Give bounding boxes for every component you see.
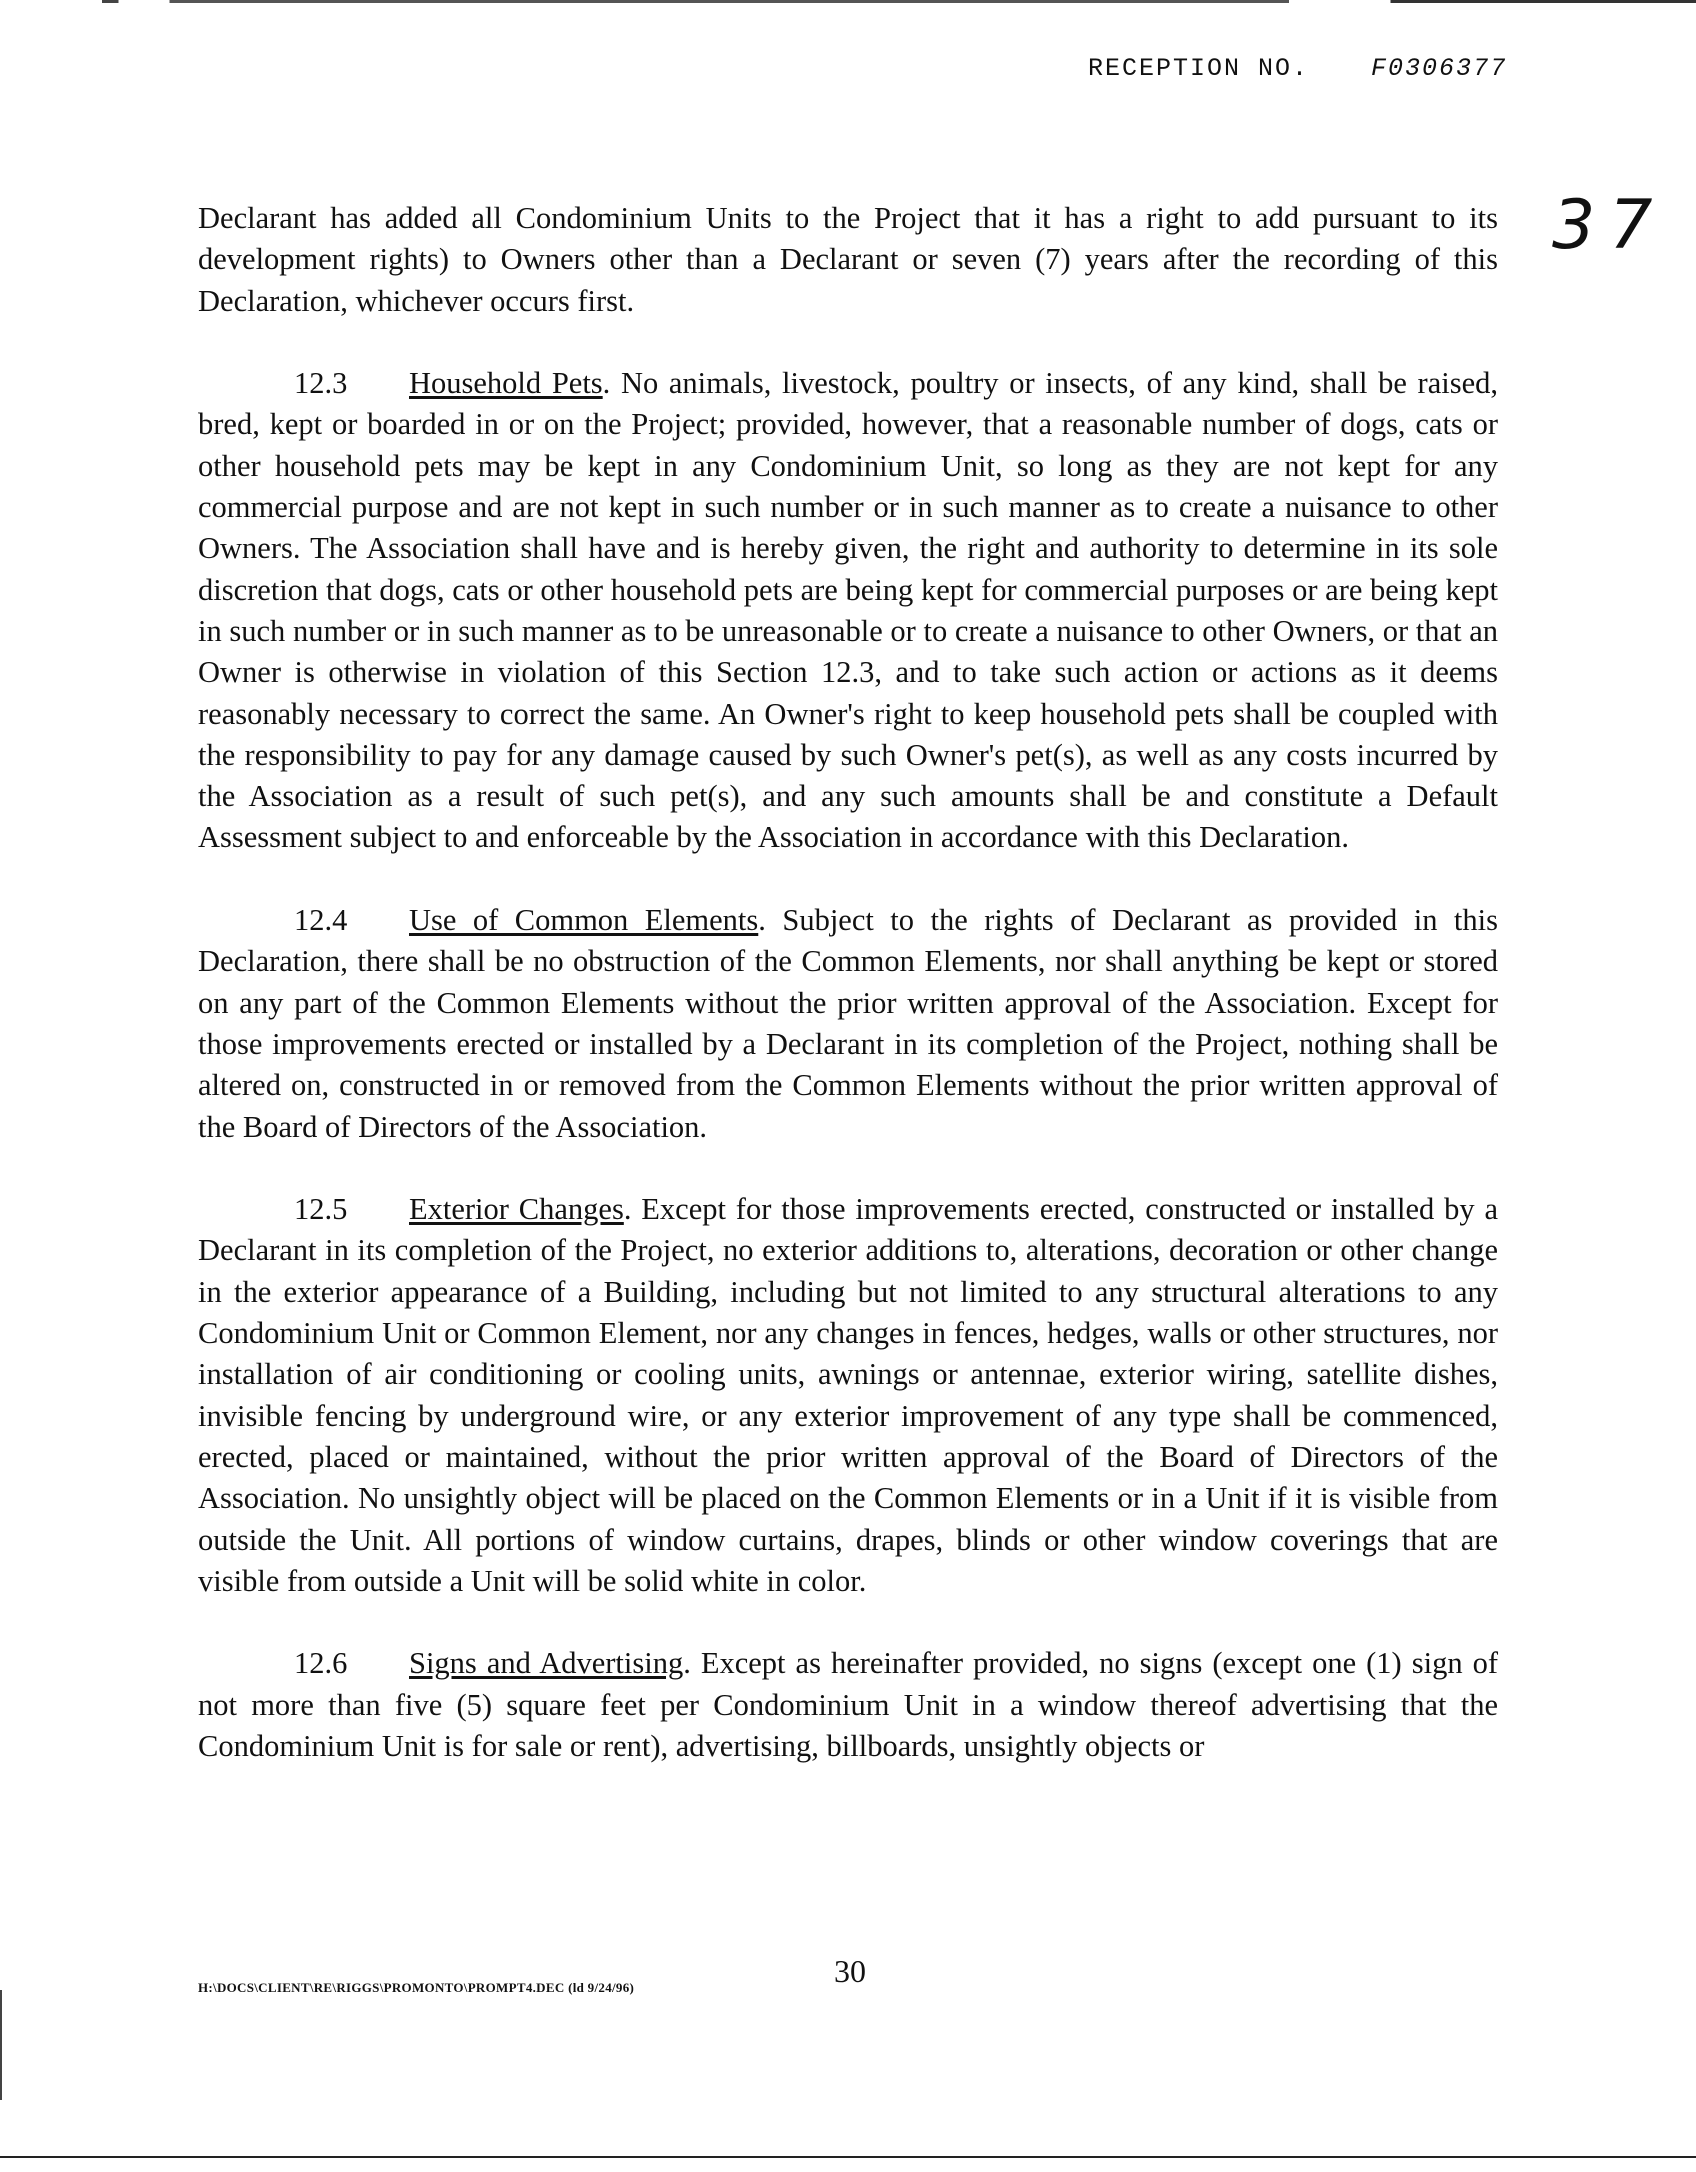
scan-edge-bottom bbox=[0, 2156, 1696, 2158]
document-body bbox=[198, 198, 1498, 1767]
section-text: . Subject to the rights of Declarant as provided in this Declaration, there shall be no obstruction of the Common Elements, nor shall anything be kept or stored on any part of the Common Elements without the prior written approval of the Association. Except for those improvements erected or installed by a Declarant in its completion of the Project, nothing shall be altered on, constructed in or removed from the Common Elements without the prior written approval of the Board of Directors of the Association. bbox=[198, 903, 1498, 1144]
section-12-5 bbox=[198, 1189, 1498, 1602]
section-title: Exterior Changes bbox=[409, 1192, 624, 1227]
reception-number: F0306377 bbox=[1371, 54, 1508, 83]
section-text: . Except as hereinafter provided, no signs (except one (1) sign of not more than five (5) square feet per Condominium Unit in a window thereof advertising that the Condominium Unit is for sale or rent), advertising, billboards, unsightly objects or bbox=[198, 1646, 1498, 1763]
scan-edge-left bbox=[0, 1990, 2, 2100]
section-title: Signs and Advertising bbox=[409, 1646, 684, 1681]
section-title: Use of Common Elements bbox=[409, 903, 759, 938]
reception-stamp bbox=[1088, 54, 1507, 83]
section-12-4 bbox=[198, 900, 1498, 1148]
page-number: 30 bbox=[834, 1953, 866, 1989]
scan-edge-top bbox=[0, 0, 1696, 3]
section-text: . No animals, livestock, poultry or insects, of any kind, shall be raised, bred, kept or boarded in or on the Project; provided, however, that a reasonable number of dogs, cats or other household pets may be kept in any Condominium Unit, so long as they are not kept for any commercial purpose and are not kept in such number or in such manner as to create a nuisance to other Owners. The Association shall have and is hereby given, the right and authority to determine in its sole discretion that dogs, cats or other household pets are being kept for commercial purposes or are being kept in such number or in such manner as to be unreasonable or to create a nuisance to other Owners, or that an Owner is otherwise in violation of this Section 12.3, and to take such action or actions as it deems reasonably necessary to correct the same. An Owner's right to keep household pets shall be coupled with the responsibility to pay for any damage caused by such Owner's pet(s), as well as any costs incurred by the Association as a result of such pet(s), and any such amounts shall be and constitute a Default Assessment subject to and enforceable by the Association in accordance with this Declaration. bbox=[198, 366, 1499, 855]
section-title: Household Pets bbox=[409, 366, 603, 401]
section-number: 12.3 bbox=[294, 366, 348, 401]
section-number: 12.4 bbox=[294, 903, 348, 938]
section-12-3 bbox=[198, 363, 1498, 859]
footer-file-path: H:\DOCS\CLIENT\RE\RIGGS\PROMONTO\PROMPT4.DEC (ld 9/24/96) bbox=[198, 1980, 635, 1995]
section-12-6 bbox=[198, 1643, 1498, 1767]
section-number: 12.6 bbox=[294, 1646, 348, 1681]
section-number: 12.5 bbox=[294, 1192, 348, 1227]
reception-label: RECEPTION NO. bbox=[1088, 54, 1310, 83]
handwritten-page-number: 37 bbox=[1552, 186, 1667, 265]
section-text: . Except for those improvements erected, constructed or installed by a Declarant in its completion of the Project, no exterior additions to, alterations, decoration or other change in the exterior appearance of a Building, including but not limited to any structural alterations to any Condominium Unit or Common Element, nor any changes in fences, hedges, walls or other structures, nor installation of air conditioning or cooling units, awnings or antennae, exterior wiring, satellite dishes, invisible fencing by underground wire, or any exterior improvement of any type shall be commenced, erected, placed or maintained, without the prior written approval of the Board of Directors of the Association. No unsightly object will be placed on the Common Elements or in a Unit if it is visible from outside the Unit. All portions of window curtains, drapes, blinds or other window coverings that are visible from outside a Unit will be solid white in color. bbox=[198, 1192, 1498, 1598]
paragraph-continuation: Declarant has added all Condominium Units to the Project that it has a right to add pursuant to its development rights) to Owners other than a Declarant or seven (7) years after the recording of this Declaration, whichever occurs first. bbox=[198, 201, 1498, 318]
